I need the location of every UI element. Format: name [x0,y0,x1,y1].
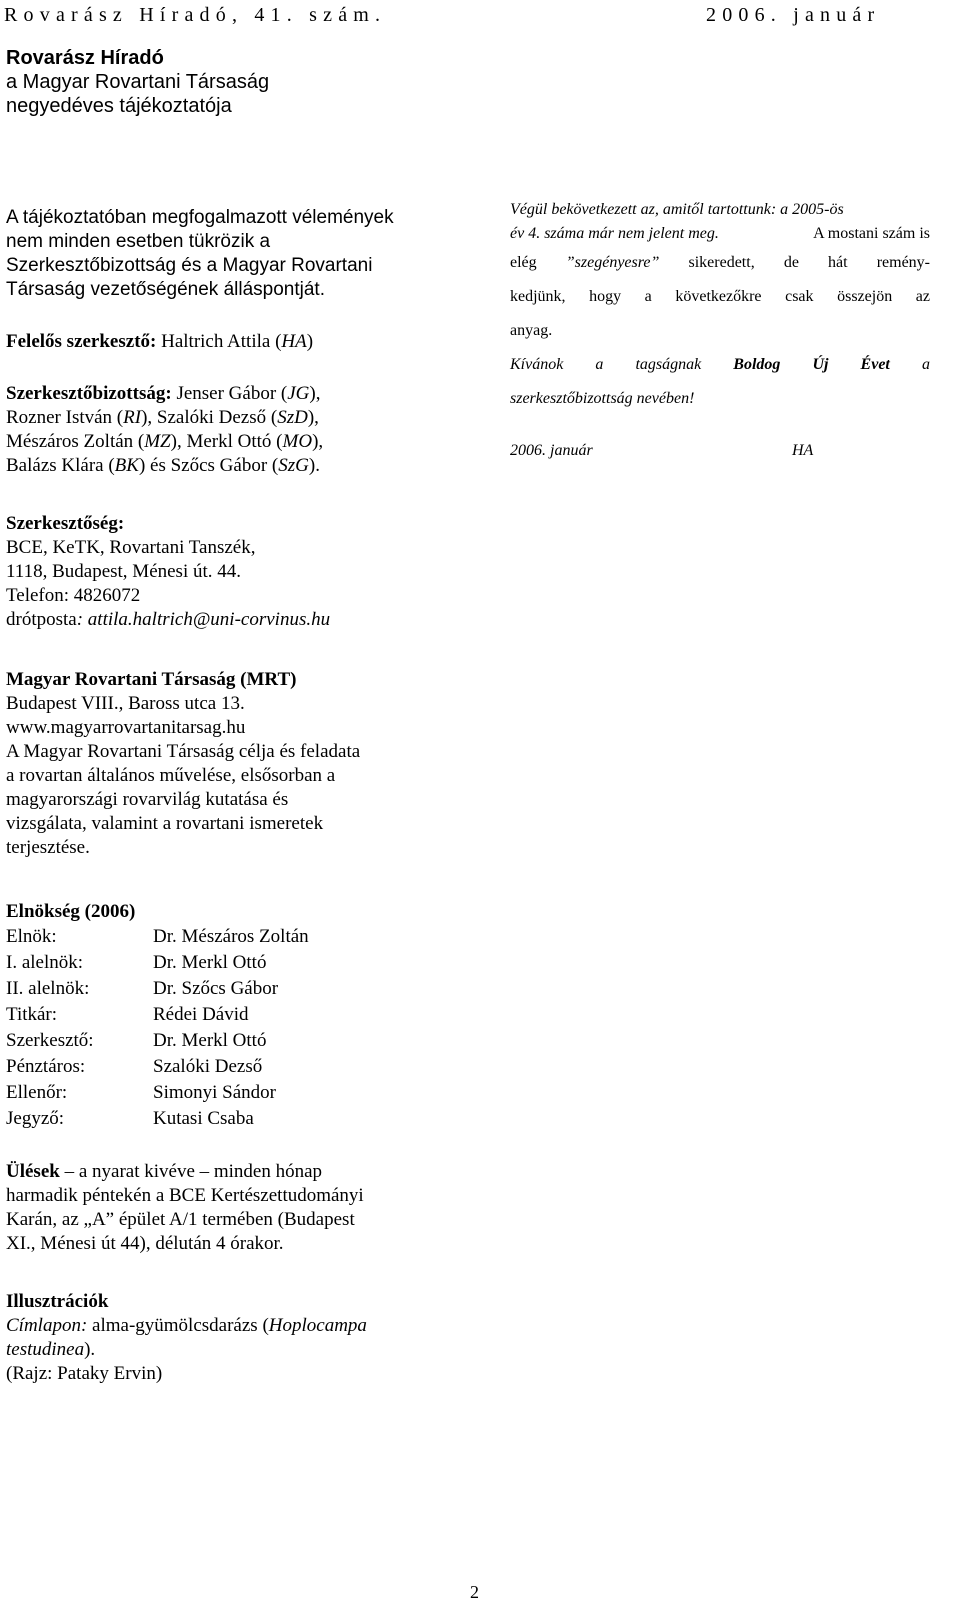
note-line [510,246,930,280]
society-mission-line: a rovartan általános művelése, elsősorban a [6,765,336,786]
board-text: ), [309,383,321,404]
disclaimer-line: Szerkesztőbizottság és a Magyar Rovartani [6,255,373,276]
responsible-editor: Felelős szerkesztő: Haltrich Attila (HA) [6,331,314,352]
signature-line [510,416,930,486]
email-label: drótposta [6,609,77,630]
editorial-note [510,198,930,486]
board-abbr: MO [282,431,313,452]
member-name: Dr. Merkl Ottó [153,1030,267,1051]
illustrations [6,1290,367,1386]
board-text: Jenser Gábor ( [176,383,288,404]
greeting-line [510,348,930,382]
note-word: az [915,288,930,305]
office-address-2: 1118, Budapest, Ménesi út. 44. [6,561,242,582]
member-name: Simonyi Sándor [153,1082,276,1103]
board-text: ), Szalóki Dezső ( [141,407,278,428]
species-name-2: testudinea [6,1339,85,1360]
board-text: ), Merkl Ottó ( [170,431,283,452]
editor-name: Haltrich Attila [161,331,271,352]
meetings-text: harmadik péntekén a BCE Kertészettudományi [6,1185,364,1206]
meetings [6,1160,364,1256]
role-label: Szerkesztő: [6,1030,94,1051]
artist-credit: (Rajz: Pataky Ervin) [6,1363,163,1384]
note-word: hát [828,254,848,271]
society-info [6,668,360,860]
species-name: Hoplocampa [268,1315,367,1336]
editorial-board [6,382,323,478]
page-number: 2 [470,1582,479,1602]
board-text: Rozner István ( [6,407,124,428]
greeting-word: Évet [860,356,890,373]
society-mission-line: A Magyar Rovartani Társaság célja és feladata [6,741,361,762]
cover-text: alma-gyümölcsdarázs ( [87,1315,269,1336]
running-header-title: Rovarász Híradó, 41. szám. [4,4,387,26]
role-label: Pénztáros: [6,1056,86,1077]
role-label: II. alelnök: [6,978,90,999]
presidium-table [6,924,309,1132]
disclaimer-line: Társaság vezetőségének álláspontját. [6,279,325,300]
presidium-row [6,1106,309,1132]
society-title: Magyar Rovartani Társaság (MRT) [6,669,297,690]
note-word: hogy [589,288,622,305]
board-abbr: MZ [144,431,171,452]
society-mission-line: terjesztése. [6,837,90,858]
presidium-row [6,1028,309,1054]
board-abbr: JG [287,383,310,404]
note-word: elég [510,254,537,271]
masthead-subtitle-2: negyedéves tájékoztatója [6,95,232,117]
note-word: kedjünk, [510,288,566,305]
disclaimer [6,206,394,302]
note-signature: HA [792,442,814,459]
board-abbr: SzD [277,407,308,428]
greeting-word: Új [812,356,829,373]
editorial-office [6,512,330,632]
running-header-date: 2006. január [706,4,881,26]
note-word: a [644,288,652,305]
note-word: csak [785,288,814,305]
note-line [510,280,930,314]
meetings-label: Ülések [6,1161,60,1182]
role-label: Elnök: [6,926,57,947]
cover-label: Címlapon: [6,1315,88,1336]
note-text: év 4. száma már nem jelent meg. [510,225,719,242]
board-text: Mészáros Zoltán ( [6,431,145,452]
cover-text-end: ). [84,1339,96,1360]
presidium-row [6,1002,309,1028]
note-text: A mostani szám is [813,225,930,242]
meetings-text: – a nyarat kivéve – minden hónap [59,1161,323,1182]
role-label: I. alelnök: [6,952,84,973]
greeting-word: tagságnak [635,356,702,373]
role-label: Titkár: [6,1004,58,1025]
note-date: 2006. január [510,442,593,459]
office-phone: Telefon: 4826072 [6,585,141,606]
member-name: Kutasi Csaba [153,1108,254,1129]
note-word: ”szegényesre” [565,254,660,271]
society-mission-line: vizsgálata, valamint a rovartani ismeretek [6,813,324,834]
note-word: sikeredett, [688,254,755,271]
member-name: Dr. Merkl Ottó [153,952,267,973]
greeting-word: a [921,356,930,373]
presidium-row [6,950,309,976]
board-text: ) és Szőcs Gábor ( [138,455,279,476]
board-abbr: SzG [278,455,309,476]
board-text: ), [312,431,324,452]
board-text: ). [308,455,320,476]
masthead-subtitle: a Magyar Rovartani Társaság [6,71,270,93]
greeting-word: Boldog [733,356,781,373]
masthead [6,46,269,118]
presidium-row [6,924,309,950]
greeting-word: Kívánok [510,356,564,373]
role-label: Jegyző: [6,1108,65,1129]
meetings-text: Karán, az „A” épület A/1 termében (Budapest [6,1209,355,1230]
presidium [6,900,309,1132]
board-text: ), [307,407,319,428]
board-abbr: RI [123,407,142,428]
presidium-title: Elnökség (2006) [6,901,136,922]
editor-label: Felelős szerkesztő: [6,331,157,352]
illustrations-title: Illusztrációk [6,1291,109,1312]
greeting-line: szerkesztőbizottság nevében! [510,390,695,407]
masthead-title: Rovarász Híradó [6,47,164,69]
disclaimer-line: A tájékoztatóban megfogalmazott vélemények [6,207,394,228]
member-name: Rédei Dávid [153,1004,249,1025]
note-word: de [783,254,799,271]
presidium-row [6,976,309,1002]
presidium-row [6,1054,309,1080]
board-label: Szerkesztőbizottság: [6,383,172,404]
note-line: Végül bekövetkezett az, amitől tartottunk: a 2005-ös [510,201,844,218]
board-abbr: BK [114,455,139,476]
note-word: remény- [876,254,930,271]
disclaimer-line: nem minden esetben tükrözik a [6,231,271,252]
society-address: Budapest VIII., Baross utca 13. [6,693,245,714]
office-label: Szerkesztőség: [6,513,125,534]
meetings-text: XI., Ménesi út 44), délután 4 órakor. [6,1233,284,1254]
society-mission-line: magyarországi rovarvilág kutatása és [6,789,289,810]
note-word: következőkre [675,288,762,305]
presidium-row [6,1080,309,1106]
member-name: Dr. Mészáros Zoltán [153,926,309,947]
note-line [510,222,930,246]
editor-abbr: HA [281,331,307,352]
note-line: anyag. [510,322,553,339]
office-address: BCE, KeTK, Rovartani Tanszék, [6,537,256,558]
note-word: összejön [837,288,893,305]
society-website-link[interactable]: www.magyarrovartanitarsag.hu [6,717,246,738]
member-name: Szalóki Dezső [153,1056,263,1077]
greeting-word: a [595,356,604,373]
board-text: Balázs Klára ( [6,455,115,476]
role-label: Ellenőr: [6,1082,68,1103]
member-name: Dr. Szőcs Gábor [153,978,279,999]
email-link[interactable]: : attila.haltrich@uni-corvinus.hu [76,609,331,630]
